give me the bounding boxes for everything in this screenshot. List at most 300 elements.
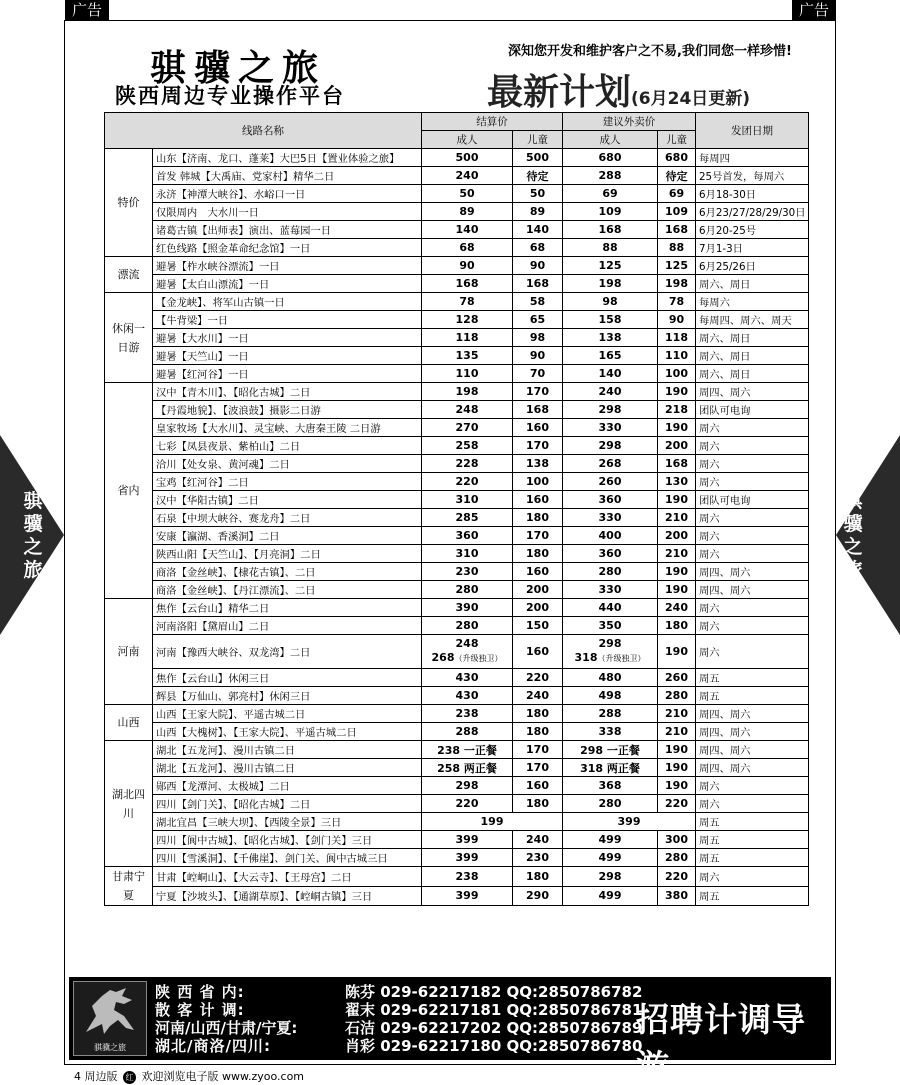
departure-date: 周六、周日 (696, 275, 809, 293)
route-name: 四川【剑门关】、【昭化古城】二日 (153, 795, 422, 813)
route-name: 避暑【天竺山】一日 (153, 347, 422, 365)
suggest-adult-price: 288 (563, 705, 658, 723)
settle-adult-price: 238 (422, 705, 513, 723)
route-table (104, 112, 809, 906)
table-row (105, 275, 809, 293)
departure-date: 周五 (696, 886, 809, 906)
category-cell: 山西 (105, 705, 153, 741)
departure-date: 周四、周六 (696, 383, 809, 401)
settle-child-price: 170 (513, 437, 563, 455)
departure-date: 周五 (696, 669, 809, 687)
suggest-adult-price: 165 (563, 347, 658, 365)
departure-date: 周六 (696, 419, 809, 437)
table-row (105, 365, 809, 383)
departure-date: 周四、周六 (696, 723, 809, 741)
departure-date: 每周四 (696, 149, 809, 167)
contact-line: 散 客 计 调: 翟末 029-62217181 QQ:2850786781 (155, 1001, 643, 1019)
table-row (105, 599, 809, 617)
departure-date: 周六 (696, 473, 809, 491)
page-footer (74, 1068, 304, 1084)
red-badge-icon: 红 (123, 1071, 136, 1084)
suggest-adult-price: 240 (563, 383, 658, 401)
suggest-adult-price: 360 (563, 545, 658, 563)
suggest-price-merged: 399 (563, 813, 696, 831)
suggest-child-price: 190 (658, 491, 696, 509)
suggest-child-price: 待定 (658, 167, 696, 185)
settle-adult-price: 258 两正餐 (422, 759, 513, 777)
table-row (105, 221, 809, 239)
suggest-child-price: 210 (658, 705, 696, 723)
settle-child-price: 138 (513, 455, 563, 473)
settle-adult-price: 238 一正餐 (422, 741, 513, 759)
settle-adult-price: 128 (422, 311, 513, 329)
settle-adult-price: 310 (422, 545, 513, 563)
company-logo (73, 981, 147, 1056)
route-name: 永济【神潭大峡谷】、水峪口一日 (153, 185, 422, 203)
suggest-adult-price: 138 (563, 329, 658, 347)
table-row (105, 293, 809, 311)
departure-date: 6月25/26日 (696, 257, 809, 275)
qq-number: QQ:2850786781 (506, 1001, 643, 1019)
settle-child-price: 140 (513, 221, 563, 239)
category-cell: 特价 (105, 149, 153, 257)
settle-adult-price: 220 (422, 473, 513, 491)
route-name: 甘肃【崆峒山】、【大云寺】、【王母宫】二日 (153, 867, 422, 887)
table-row (105, 311, 809, 329)
settle-adult-price: 168 (422, 275, 513, 293)
settle-child-price: 160 (513, 491, 563, 509)
suggest-child-price: 88 (658, 239, 696, 257)
table-row (105, 419, 809, 437)
route-name: 避暑【红河谷】一日 (153, 365, 422, 383)
table-row (105, 886, 809, 906)
departure-date: 周六 (696, 455, 809, 473)
suggest-adult-price: 330 (563, 581, 658, 599)
table-row (105, 527, 809, 545)
suggest-adult-header: 成人 (563, 131, 658, 149)
settle-child-price: 170 (513, 383, 563, 401)
settle-child-price: 200 (513, 599, 563, 617)
suggest-child-price: 168 (658, 221, 696, 239)
settle-child-price: 220 (513, 669, 563, 687)
suggest-child-price: 210 (658, 545, 696, 563)
suggest-child-price: 78 (658, 293, 696, 311)
departure-date: 周五 (696, 849, 809, 867)
suggest-child-price: 168 (658, 455, 696, 473)
settle-adult-price: 310 (422, 491, 513, 509)
suggest-child-price: 240 (658, 599, 696, 617)
settle-child-price: 68 (513, 239, 563, 257)
settle-adult-price: 230 (422, 563, 513, 581)
suggest-child-price: 220 (658, 795, 696, 813)
route-name: 宝鸡【红河谷】二日 (153, 473, 422, 491)
settle-header: 结算价 (422, 113, 563, 131)
suggest-child-price: 680 (658, 149, 696, 167)
suggest-adult-price: 368 (563, 777, 658, 795)
table-row (105, 687, 809, 705)
route-name: 湖北宜昌【三峡大坝】、【西陵全景】三日 (153, 813, 422, 831)
settle-child-price: 180 (513, 545, 563, 563)
departure-date: 团队可电询 (696, 491, 809, 509)
route-name: 仅限周内 大水川一日 (153, 203, 422, 221)
table-row (105, 329, 809, 347)
suggest-adult-price: 69 (563, 185, 658, 203)
page-number: 4 (74, 1070, 81, 1083)
qq-number: QQ:2850786782 (506, 983, 643, 1001)
departure-date: 每周四、周六、周天 (696, 311, 809, 329)
suggest-adult-price: 330 (563, 419, 658, 437)
suggest-adult-price: 280 (563, 563, 658, 581)
suggest-child-price: 109 (658, 203, 696, 221)
route-name: 四川【阆中古城】、【昭化古城】、【剑门关】三日 (153, 831, 422, 849)
settle-adult-price: 50 (422, 185, 513, 203)
settle-child-price: 160 (513, 563, 563, 581)
table-row (105, 347, 809, 365)
suggest-child-price: 125 (658, 257, 696, 275)
settle-adult-price: 89 (422, 203, 513, 221)
route-name: 焦作【云台山】休闲三日 (153, 669, 422, 687)
table-row (105, 545, 809, 563)
settle-adult-price: 288 (422, 723, 513, 741)
settle-adult-price: 78 (422, 293, 513, 311)
settle-adult-price: 238 (422, 867, 513, 887)
phone-number: 029-62217202 (380, 1019, 502, 1037)
logo-text: 骐骥之旅 (94, 1043, 126, 1052)
qq-number: QQ:2850786789 (506, 1019, 643, 1037)
table-row (105, 185, 809, 203)
departure-date: 周六 (696, 545, 809, 563)
settle-adult-price: 248 268（升级独卫） (422, 635, 513, 669)
suggest-adult-price: 338 (563, 723, 658, 741)
route-name: 山西【大槐树】、【王家大院】、平遥古城二日 (153, 723, 422, 741)
table-row (105, 849, 809, 867)
departure-date: 周五 (696, 831, 809, 849)
route-name: 湖北【五龙河】、漫川古镇二日 (153, 759, 422, 777)
settle-adult-price: 430 (422, 669, 513, 687)
suggest-child-price: 198 (658, 275, 696, 293)
route-name: 红色线路【照金革命纪念馆】一日 (153, 239, 422, 257)
suggest-child-price: 218 (658, 401, 696, 419)
settle-adult-price: 118 (422, 329, 513, 347)
suggest-adult-price: 360 (563, 491, 658, 509)
phone-number: 029-62217180 (380, 1037, 502, 1055)
suggest-child-price: 200 (658, 437, 696, 455)
route-name: 避暑【柞水峡谷漂流】一日 (153, 257, 422, 275)
suggest-child-price: 280 (658, 849, 696, 867)
route-name: 洽川【处女泉、黄河魂】二日 (153, 455, 422, 473)
departure-date: 周六 (696, 599, 809, 617)
departure-date: 周六 (696, 437, 809, 455)
route-name: 河南洛阳【黛眉山】二日 (153, 617, 422, 635)
settle-child-price: 100 (513, 473, 563, 491)
suggest-adult-price: 125 (563, 257, 658, 275)
suggest-child-price: 190 (658, 419, 696, 437)
route-name: 商洛【金丝峡】、【丹江漂流】、二日 (153, 581, 422, 599)
recruit-banner: 招聘计调导游 (636, 1000, 806, 1085)
table-row (105, 239, 809, 257)
departure-date: 25号首发，每周六 (696, 167, 809, 185)
route-name: 七彩【凤县夜景、紫柏山】二日 (153, 437, 422, 455)
route-name: 郧西【龙潭河、太极城】二日 (153, 777, 422, 795)
suggest-adult-price: 268 (563, 455, 658, 473)
route-name: 山东【济南、龙口、蓬莱】大巴5日【置业体验之旅】 (153, 149, 422, 167)
suggest-child-price: 190 (658, 741, 696, 759)
suggest-adult-price: 260 (563, 473, 658, 491)
table-row (105, 867, 809, 887)
table-row (105, 473, 809, 491)
table-row (105, 635, 809, 669)
departure-date: 周四、周六 (696, 581, 809, 599)
route-name: 【丹霞地貌】、【波浪鼓】摄影二日游 (153, 401, 422, 419)
settle-child-price: 170 (513, 527, 563, 545)
settle-adult-price: 198 (422, 383, 513, 401)
settle-child-price: 170 (513, 759, 563, 777)
suggest-adult-price: 298 318（升级独卫） (563, 635, 658, 669)
brand-subtitle: 陕西周边专业操作平台 (115, 84, 345, 108)
suggest-adult-price: 109 (563, 203, 658, 221)
table-row (105, 437, 809, 455)
table-row (105, 563, 809, 581)
settle-child-price: 89 (513, 203, 563, 221)
route-name: 辉县【万仙山、郭亮村】休闲三日 (153, 687, 422, 705)
suggest-adult-price: 298 (563, 401, 658, 419)
category-cell: 漂流 (105, 257, 153, 293)
table-row (105, 777, 809, 795)
suggest-child-price: 110 (658, 347, 696, 365)
suggest-child-price: 180 (658, 617, 696, 635)
route-name: 河南【豫西大峡谷、双龙湾】二日 (153, 635, 422, 669)
suggest-adult-price: 198 (563, 275, 658, 293)
side-label-left: 骐骥之旅 (23, 490, 43, 581)
table-row (105, 149, 809, 167)
settle-child-price: 180 (513, 705, 563, 723)
departure-date: 周四、周六 (696, 759, 809, 777)
settle-adult-header: 成人 (422, 131, 513, 149)
departure-date: 7月1-3日 (696, 239, 809, 257)
suggest-child-price: 118 (658, 329, 696, 347)
departure-date: 周六 (696, 527, 809, 545)
settle-adult-price: 240 (422, 167, 513, 185)
contact-line: 陕 西 省 内: 陈芬 029-62217182 QQ:2850786782 (155, 983, 643, 1001)
suggest-child-price: 130 (658, 473, 696, 491)
phone-number: 029-62217182 (380, 983, 502, 1001)
footer-website[interactable]: 欢迎浏览电子版 www.zyoo.com (141, 1070, 305, 1083)
settle-child-price: 70 (513, 365, 563, 383)
route-name: 宁夏【沙坡头】、【通湖草原】、【崆峒古镇】三日 (153, 886, 422, 906)
departure-date: 周六 (696, 509, 809, 527)
table-row (105, 813, 809, 831)
departure-date: 团队可电询 (696, 401, 809, 419)
departure-date: 周五 (696, 687, 809, 705)
suggest-child-price: 220 (658, 867, 696, 887)
suggest-adult-price: 298 一正餐 (563, 741, 658, 759)
settle-adult-price: 228 (422, 455, 513, 473)
settle-child-price: 200 (513, 581, 563, 599)
suggest-child-price: 90 (658, 311, 696, 329)
settle-child-price: 50 (513, 185, 563, 203)
horse-icon (80, 986, 140, 1038)
suggest-child-price: 200 (658, 527, 696, 545)
settle-adult-price: 298 (422, 777, 513, 795)
settle-child-price: 170 (513, 741, 563, 759)
contact-line: 湖北/商洛/四川: 肖彩 029-62217180 QQ:2850786780 (155, 1037, 643, 1055)
suggest-adult-price: 318 两正餐 (563, 759, 658, 777)
settle-child-price: 90 (513, 347, 563, 365)
table-row (105, 723, 809, 741)
settle-child-price: 168 (513, 401, 563, 419)
suggest-child-price: 190 (658, 581, 696, 599)
departure-date: 周四、周六 (696, 563, 809, 581)
brand-title: 骐骥之旅 (150, 47, 327, 89)
ad-label-left: 广告 (65, 0, 109, 21)
settle-adult-price: 248 (422, 401, 513, 419)
settle-adult-price: 270 (422, 419, 513, 437)
table-row (105, 401, 809, 419)
settle-child-price: 290 (513, 886, 563, 906)
departure-date: 6月18-30日 (696, 185, 809, 203)
suggest-child-price: 210 (658, 509, 696, 527)
settle-child-price: 240 (513, 831, 563, 849)
table-row (105, 795, 809, 813)
suggest-child-price: 100 (658, 365, 696, 383)
suggest-child-price: 190 (658, 759, 696, 777)
settle-adult-price: 258 (422, 437, 513, 455)
suggest-child-header: 儿童 (658, 131, 696, 149)
date-header: 发团日期 (696, 113, 809, 149)
settle-adult-price: 220 (422, 795, 513, 813)
settle-child-price: 180 (513, 867, 563, 887)
table-row (105, 257, 809, 275)
suggest-child-price: 260 (658, 669, 696, 687)
departure-date: 周五 (696, 813, 809, 831)
settle-adult-price: 110 (422, 365, 513, 383)
suggest-header: 建议外卖价 (563, 113, 696, 131)
ad-label-right: 广告 (792, 0, 836, 21)
table-row (105, 491, 809, 509)
departure-date: 周六、周日 (696, 329, 809, 347)
route-name: 石泉【中坝大峡谷、赛龙舟】二日 (153, 509, 422, 527)
contact-lines (155, 983, 642, 1055)
settle-child-price: 98 (513, 329, 563, 347)
settle-child-price: 180 (513, 509, 563, 527)
settle-child-header: 儿童 (513, 131, 563, 149)
settle-adult-price: 280 (422, 581, 513, 599)
suggest-adult-price: 298 (563, 867, 658, 887)
category-cell: 甘肃宁夏 (105, 867, 153, 906)
plan-date: (6月24日更新) (631, 89, 751, 109)
settle-child-price: 65 (513, 311, 563, 329)
settle-child-price: 168 (513, 275, 563, 293)
suggest-adult-price: 288 (563, 167, 658, 185)
departure-date: 周四、周六 (696, 741, 809, 759)
suggest-child-price: 69 (658, 185, 696, 203)
suggest-adult-price: 158 (563, 311, 658, 329)
route-name: 避暑【大水川】一日 (153, 329, 422, 347)
route-name: 湖北【五龙河】、漫川古镇二日 (153, 741, 422, 759)
settle-adult-price: 360 (422, 527, 513, 545)
departure-date: 6月23/27/28/29/30日 (696, 203, 809, 221)
departure-date: 周六 (696, 867, 809, 887)
settle-adult-price: 399 (422, 886, 513, 906)
table-row (105, 617, 809, 635)
settle-adult-price: 280 (422, 617, 513, 635)
route-name: 避暑【太白山漂流】一日 (153, 275, 422, 293)
departure-date: 周六 (696, 777, 809, 795)
route-name: 汉中【青木川】、【昭化古城】二日 (153, 383, 422, 401)
route-name: 安康【瀛湖、香溪洞】二日 (153, 527, 422, 545)
suggest-adult-price: 499 (563, 831, 658, 849)
category-cell: 省内 (105, 383, 153, 599)
suggest-adult-price: 498 (563, 687, 658, 705)
departure-date: 6月20-25号 (696, 221, 809, 239)
category-cell: 湖北四川 (105, 741, 153, 867)
settle-child-price: 180 (513, 723, 563, 741)
table-row (105, 581, 809, 599)
route-name: 商洛【金丝峡】、【棣花古镇】、二日 (153, 563, 422, 581)
settle-adult-price: 430 (422, 687, 513, 705)
settle-child-price: 150 (513, 617, 563, 635)
settle-child-price: 160 (513, 635, 563, 669)
table-row (105, 383, 809, 401)
suggest-adult-price: 88 (563, 239, 658, 257)
settle-child-price: 240 (513, 687, 563, 705)
table-row (105, 759, 809, 777)
table-row (105, 831, 809, 849)
settle-adult-price: 285 (422, 509, 513, 527)
suggest-adult-price: 480 (563, 669, 658, 687)
suggest-adult-price: 140 (563, 365, 658, 383)
table-row (105, 741, 809, 759)
route-name: 【牛背梁】一日 (153, 311, 422, 329)
route-name: 【金龙峡】、将军山古镇一日 (153, 293, 422, 311)
table-row (105, 705, 809, 723)
settle-adult-price: 500 (422, 149, 513, 167)
route-name: 山西【王家大院】、平遥古城二日 (153, 705, 422, 723)
settle-price-merged: 199 (422, 813, 563, 831)
suggest-adult-price: 400 (563, 527, 658, 545)
route-name: 汉中【华阳古镇】二日 (153, 491, 422, 509)
departure-date: 周四、周六 (696, 705, 809, 723)
settle-adult-price: 90 (422, 257, 513, 275)
settle-adult-price: 68 (422, 239, 513, 257)
suggest-adult-price: 499 (563, 849, 658, 867)
suggest-adult-price: 350 (563, 617, 658, 635)
table-row (105, 167, 809, 185)
settle-adult-price: 390 (422, 599, 513, 617)
suggest-child-price: 190 (658, 635, 696, 669)
suggest-child-price: 190 (658, 563, 696, 581)
settle-adult-price: 135 (422, 347, 513, 365)
suggest-child-price: 210 (658, 723, 696, 741)
route-name: 焦作【云台山】精华二日 (153, 599, 422, 617)
suggest-adult-price: 280 (563, 795, 658, 813)
qq-number: QQ:2850786780 (506, 1037, 643, 1055)
settle-child-price: 230 (513, 849, 563, 867)
settle-adult-price: 399 (422, 849, 513, 867)
settle-child-price: 160 (513, 419, 563, 437)
suggest-adult-price: 330 (563, 509, 658, 527)
suggest-adult-price: 298 (563, 437, 658, 455)
table-row (105, 669, 809, 687)
section-name: 周边版 (84, 1070, 118, 1083)
suggest-child-price: 280 (658, 687, 696, 705)
suggest-adult-price: 499 (563, 886, 658, 906)
settle-child-price: 58 (513, 293, 563, 311)
settle-child-price: 180 (513, 795, 563, 813)
table-row (105, 509, 809, 527)
side-label-right: 骐骥之旅 (843, 490, 863, 581)
suggest-adult-price: 440 (563, 599, 658, 617)
